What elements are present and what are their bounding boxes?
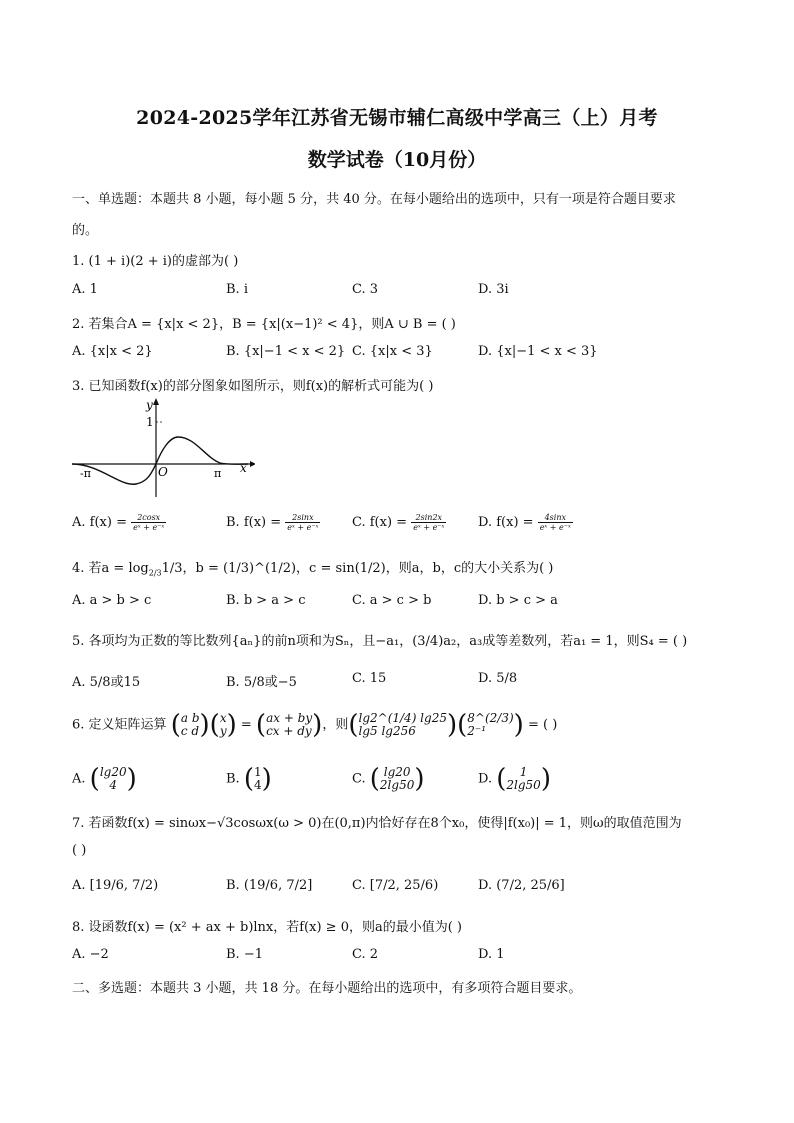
section1-intro-cont: 的。 bbox=[72, 223, 99, 238]
q4-option-c: C. a > c > b bbox=[352, 593, 432, 608]
q6-option-d: D. ( 1 2lg50) bbox=[478, 764, 551, 794]
q7-stem: 7. 若函数f(x) = sinωx−√3cosωx(ω > 0)在(0,π)内恰好存在8个x₀，使得|f(x₀)| = 1，则ω的取值范围为 bbox=[72, 816, 682, 831]
q4-stem: 4. 若$a = \log_{2/3}1/3$，b = (1/3)^(1/2)，c = sin(1/2)，则a，b，c的大小关系为( ) bbox=[72, 561, 554, 578]
q8-option-d: D. 1 bbox=[478, 947, 505, 962]
q6-option-c: C. ( lg20 2lg50) bbox=[352, 764, 425, 794]
q3-option-c: C. f(x) = $\frac{2\sin 2x}{\text{eˣ + e⁻ˣ}}$ bbox=[352, 513, 445, 532]
q4-option-a: A. a > b > c bbox=[72, 593, 152, 608]
q8-option-a: A. −2 bbox=[72, 947, 109, 962]
q1-option-b: B. i bbox=[226, 282, 248, 297]
y-axis-arrow bbox=[153, 398, 159, 405]
q1-option-d: D. 3i bbox=[478, 282, 509, 297]
y-axis-label: y bbox=[146, 398, 153, 412]
section2-intro: 二、多选题：本题共 3 小题，共 18 分。在每小题给出的选项中，有多项符合题目要求。 bbox=[72, 981, 582, 996]
q8-option-b: B. −1 bbox=[226, 947, 263, 962]
q2-option-d: D. {x|−1 < x < 3} bbox=[478, 344, 598, 359]
y-one-label: 1 bbox=[146, 415, 154, 429]
q3-option-b: B. f(x) = $\frac{2\sin x}{\text{eˣ + e⁻ˣ}}$ bbox=[226, 513, 319, 532]
q2-option-a: A. {x|x < 2} bbox=[72, 344, 153, 359]
exam-title: 2024-2025学年江苏省无锡市辅仁高级中学高三（上）月考 bbox=[136, 107, 658, 129]
section1-intro: 一、单选题：本题共 8 小题，每小题 5 分，共 40 分。在每小题给出的选项中，只有一项是符合题目要求 bbox=[72, 192, 676, 207]
q3-option-a: A. f(x) = $\frac{2\cos x}{\text{eˣ + e⁻ˣ}}$ bbox=[72, 513, 165, 532]
q8-stem: 8. 设函数f(x) = (x² + ax + b)lnx，若f(x) ≥ 0，则a的最小值为( ) bbox=[72, 920, 462, 935]
origin-label: O bbox=[158, 465, 168, 479]
neg-pi-label: -π bbox=[80, 467, 91, 480]
q7-option-a: A. [19/6, 7/2) bbox=[72, 878, 159, 893]
q4-option-d: D. b > c > a bbox=[478, 593, 558, 608]
q3-stem: 3. 已知函数f(x)的部分图象如图所示，则f(x)的解析式可能为( ) bbox=[72, 379, 434, 394]
q5-option-c: C. 15 bbox=[352, 671, 387, 686]
q6-option-a: A. (lg20 4 ) bbox=[72, 764, 137, 794]
pi-label: π bbox=[214, 467, 222, 480]
q5-option-d: D. 5/8 bbox=[478, 671, 518, 686]
q6-option-b: B. (1 4) bbox=[226, 764, 272, 794]
q1-stem: 1. (1 + i)(2 + i)的虚部为( ) bbox=[72, 254, 239, 269]
q5-option-a: A. 5/8或15 bbox=[72, 675, 141, 690]
x-axis-label: x bbox=[240, 461, 247, 475]
q2-stem: 2. 若集合A = {x|x < 2}，B = {x|(x−1)² < 4}，则A ∪ B = ( ) bbox=[72, 317, 456, 332]
q1-option-a: A. 1 bbox=[72, 282, 98, 297]
q2-option-c: C. {x|x < 3} bbox=[352, 344, 433, 359]
q6-stem: 6. 定义矩阵运算 (a b c d)(x y) = (ax + by cx + dy)，则(lg2^(1/4) lg25 lg5 lg256 )(8^(2/3) 2⁻¹ ) = ( ) bbox=[72, 710, 558, 740]
x-axis-arrow bbox=[250, 461, 255, 467]
q7-option-b: B. (19/6, 7/2] bbox=[226, 878, 313, 893]
q1-option-c: C. 3 bbox=[352, 282, 379, 297]
q4-option-b: B. b > a > c bbox=[226, 593, 306, 608]
q7-option-d: D. (7/2, 25/6] bbox=[478, 878, 565, 893]
q5-option-b: B. 5/8或−5 bbox=[226, 675, 297, 690]
q7-stem-cont: ( ) bbox=[72, 843, 87, 858]
q2-option-b: B. {x|−1 < x < 2} bbox=[226, 344, 346, 359]
q5-stem: 5. 各项均为正数的等比数列{aₙ}的前n项和为Sₙ，且−a₁，(3/4)a₂，a₃成等差数列，若a₁ = 1，则S₄ = ( ) bbox=[72, 634, 688, 649]
q3-option-d: D. f(x) = $\frac{4\sin x}{\text{eˣ + e⁻ˣ}}$ bbox=[478, 513, 571, 532]
q3-function-graph bbox=[70, 397, 255, 502]
q8-option-c: C. 2 bbox=[352, 947, 379, 962]
exam-subtitle: 数学试卷（10月份） bbox=[307, 149, 487, 171]
q7-option-c: C. [7/2, 25/6) bbox=[352, 878, 439, 893]
